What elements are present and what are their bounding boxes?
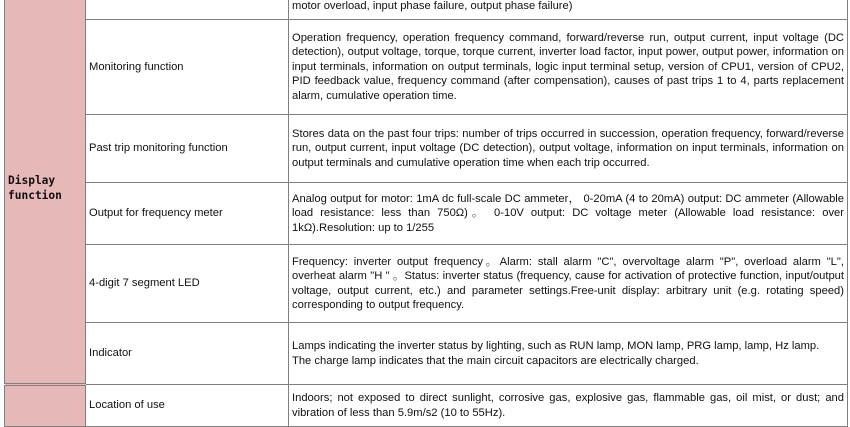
row-item-label: Past trip monitoring function: [86, 115, 289, 183]
table-row: [5, 245, 848, 323]
row-description: Indoors; not exposed to direct sunlight, corrosive gas, explosive gas, flammable gas, oil mist, or dust; and vibration of less than 5.9m/s2 (10 to 55Hz).: [289, 385, 848, 427]
row-item-label: [86, 0, 289, 20]
indicator-description-line2: The charge lamp indicates that the main circuit capacitors are electrically charged.: [292, 354, 699, 367]
row-item-label: Monitoring function: [86, 20, 289, 115]
category-label-line2: function: [8, 188, 62, 202]
table-row: [5, 323, 848, 385]
row-description: Operation frequency, operation frequency command, forward/reverse run, output current, input voltage (DC detection), output voltage, torque, torque current, inverter load factor, input power, output power, information on input terminals, information on output terminals, logic input terminal setup, version of CPU1, version of CPU2, PID feedback value, frequency command (after compensation), causes of past trips 1 to 4, parts replacement alarm, cumulative operation time.: [289, 20, 848, 115]
row-description: motor overload, input phase failure, output phase failure): [289, 0, 848, 20]
row-item-label: Output for frequency meter: [86, 183, 289, 245]
row-description: Frequency: inverter output frequency。Alarm: stall alarm "C", overvoltage alarm "P", overload alarm "L", overheat alarm "H " 。Status: inverter status (frequency, cause for activation of protective function, input/output voltage, output current, etc.) and parameter settings.Free-unit display: arbitrary unit (e.g. rotating speed) corresponding to output frequency.: [289, 245, 848, 323]
category-display-function: [5, 0, 86, 385]
row-description: [289, 323, 848, 385]
row-item-label: Location of use: [86, 385, 289, 427]
table-row: [5, 183, 848, 245]
table-row: [5, 385, 848, 427]
category-label-line1: Display: [8, 174, 56, 188]
row-item-label: Indicator: [86, 323, 289, 385]
specification-table: [4, 0, 848, 427]
row-description: Stores data on the past four trips: number of trips occurred in succession, operation frequency, forward/reverse run, output current, input voltage (DC detection), output voltage, information on input terminals, information on output terminals and cumulative operation time when each trip occurred.: [289, 115, 848, 183]
table-row: [5, 115, 848, 183]
table-row: [5, 20, 848, 115]
indicator-description-line1: Lamps indicating the inverter status by lighting, such as RUN lamp, MON lamp, PRG lamp, lamp, Hz lamp.: [292, 340, 820, 353]
category-empty: [5, 385, 86, 427]
row-description: Analog output for motor: 1mA dc full-scale DC ammeter， 0-20mA (4 to 20mA) output: DC ammeter (Allowable load resistance: less than 750Ω)。 0-10V output: DC voltage meter (Allowable load resistance: over 1kΩ).Resolution: up to 1/255: [289, 183, 848, 245]
row-item-label: 4-digit 7 segment LED: [86, 245, 289, 323]
table-row: [5, 0, 848, 20]
